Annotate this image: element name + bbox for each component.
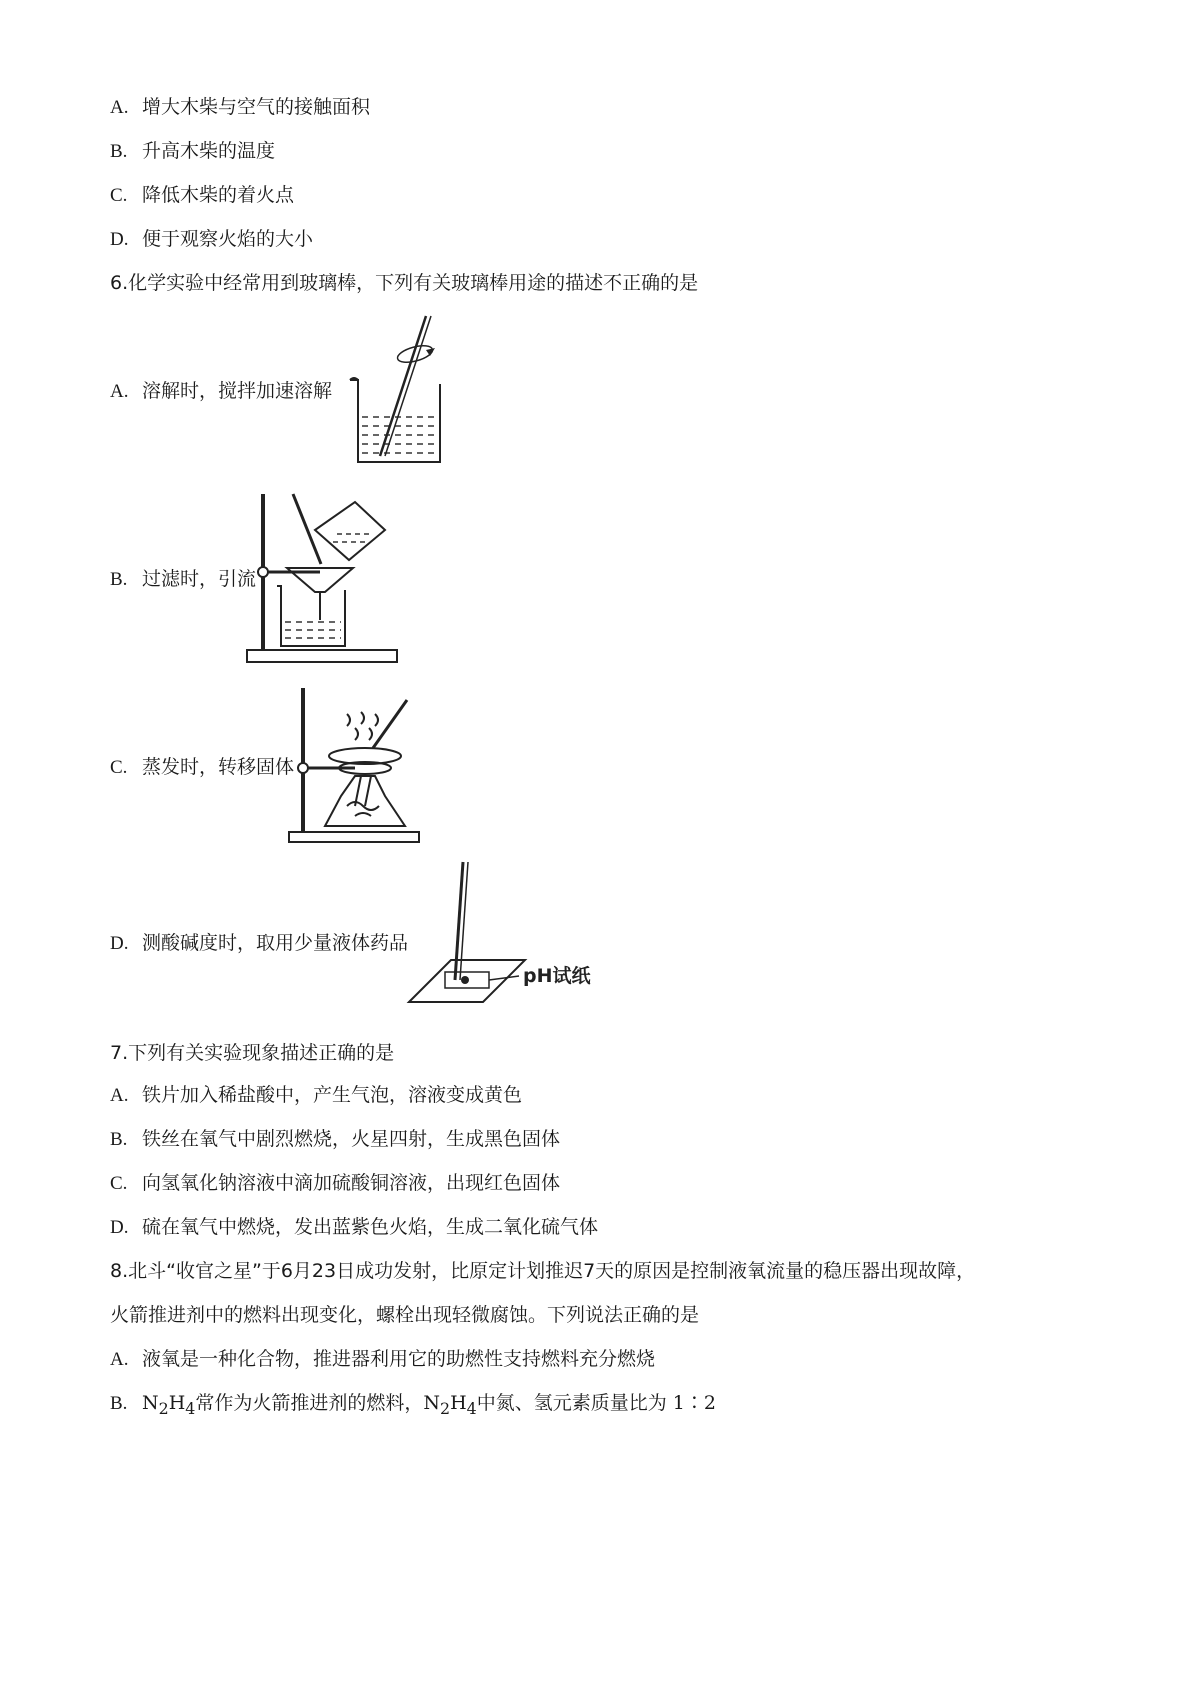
option-text: 过滤时，引流 — [142, 568, 257, 590]
q6-option-c — [110, 754, 294, 781]
q8-option-b — [110, 1390, 716, 1422]
option-text: 液氧是一种化合物，推进器利用它的助燃性支持燃料充分燃烧 — [142, 1348, 656, 1370]
q6-option-d — [110, 930, 408, 957]
formula-subscript: 2 — [440, 1398, 451, 1418]
q8-stem-line2: 火箭推进剂中的燃料出现变化，螺栓出现轻微腐蚀。下列说法正确的是 — [110, 1304, 700, 1326]
option-text: 铁片加入稀盐酸中，产生气泡，溶液变成黄色 — [142, 1084, 523, 1106]
option-letter: B. — [110, 141, 128, 162]
option-text: 测酸碱度时，取用少量液体药品 — [142, 932, 409, 954]
option-letter: B. — [110, 569, 128, 590]
option-text: 降低木柴的着火点 — [142, 184, 295, 206]
q6-option-a — [110, 378, 332, 405]
q7-option-b — [110, 1126, 560, 1153]
option-letter: A. — [110, 97, 129, 118]
option-letter: A. — [110, 1085, 129, 1106]
option-letter: D. — [110, 933, 129, 954]
formula-part: N — [423, 1392, 440, 1414]
q7-option-a — [110, 1082, 522, 1109]
option-letter: C. — [110, 1173, 128, 1194]
ph-paper-label: pH试纸 — [523, 965, 591, 987]
q7-option-d — [110, 1214, 598, 1241]
formula-part: H — [168, 1392, 186, 1414]
ph-paper-figure — [405, 860, 605, 1010]
q8-stem-line1: 8.北斗“收官之星”于6月23日成功发射，比原定计划推迟7天的原因是控制液氧流量的稳压器出现故障， — [110, 1260, 976, 1282]
option-text: 升高木柴的温度 — [142, 140, 276, 162]
option-letter: A. — [110, 1349, 129, 1370]
option-letter: A. — [110, 381, 129, 402]
q6-option-b — [110, 566, 256, 593]
q5-option-c — [110, 182, 294, 209]
option-letter: B. — [110, 1393, 128, 1414]
q6-stem: 6.化学实验中经常用到玻璃棒，下列有关玻璃棒用途的描述不正确的是 — [110, 272, 699, 294]
option-letter: D. — [110, 1217, 129, 1238]
option-text: 常作为火箭推进剂的燃料， — [195, 1392, 424, 1414]
option-text: 铁丝在氧气中剧烈燃烧，火星四射，生成黑色固体 — [142, 1128, 561, 1150]
q5-option-b — [110, 138, 275, 165]
option-text: 硫在氧气中燃烧，发出蓝紫色火焰，生成二氧化硫气体 — [142, 1216, 599, 1238]
q5-option-d — [110, 226, 313, 253]
formula-subscript: 2 — [158, 1398, 169, 1418]
q7-option-c — [110, 1170, 560, 1197]
option-text: 蒸发时，转移固体 — [142, 756, 295, 778]
formula-subscript: 4 — [185, 1398, 196, 1418]
filtration-figure — [245, 490, 445, 670]
option-text: 溶解时，搅拌加速溶解 — [142, 380, 333, 402]
evaporation-figure — [285, 686, 445, 846]
option-text: 便于观察火焰的大小 — [142, 228, 314, 250]
option-letter: C. — [110, 757, 128, 778]
option-letter: B. — [110, 1129, 128, 1150]
dissolving-beaker-figure — [340, 312, 450, 472]
q7-stem: 7.下列有关实验现象描述正确的是 — [110, 1042, 395, 1064]
formula-part: N — [142, 1392, 159, 1414]
formula-part: H — [450, 1392, 467, 1414]
q8-option-a — [110, 1346, 655, 1373]
option-letter: D. — [110, 229, 129, 250]
option-text: 中氮、氢元素质量比为 1∶2 — [476, 1392, 716, 1414]
option-text: 增大木柴与空气的接触面积 — [142, 96, 371, 118]
option-text: 向氢氧化钠溶液中滴加硫酸铜溶液，出现红色固体 — [142, 1172, 561, 1194]
formula-subscript: 4 — [466, 1398, 477, 1418]
q5-option-a — [110, 94, 370, 121]
option-letter: C. — [110, 185, 128, 206]
